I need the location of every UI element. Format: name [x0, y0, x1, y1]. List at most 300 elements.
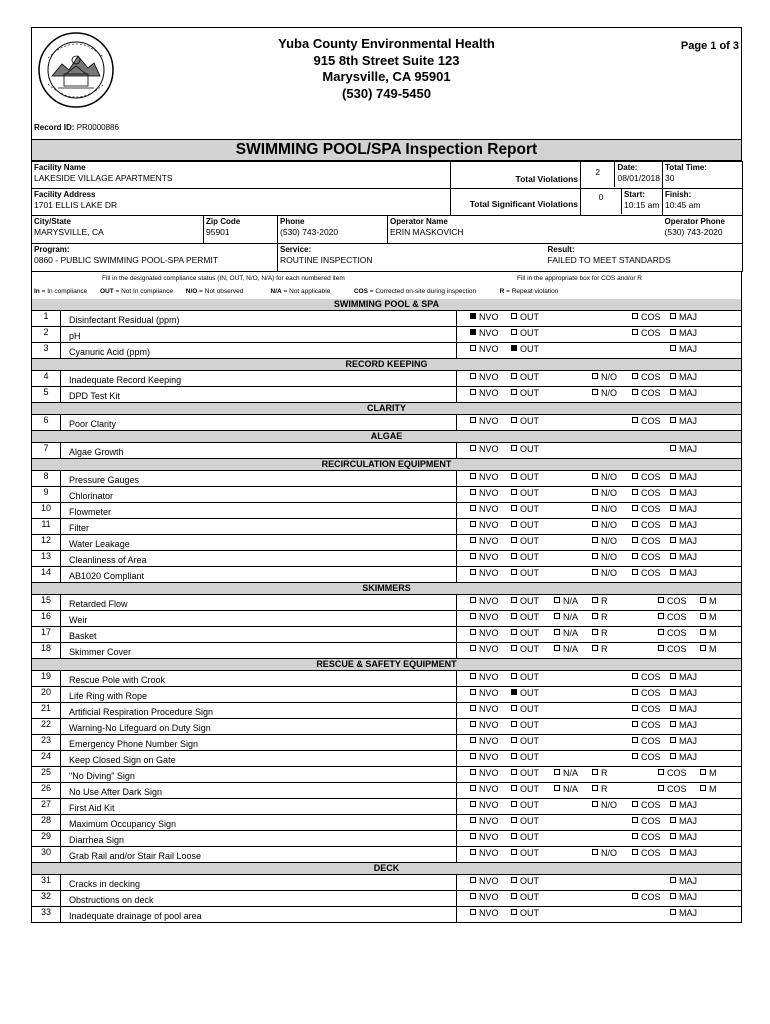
option-maj-checkbox[interactable]	[670, 344, 697, 355]
checkbox-icon	[592, 645, 598, 651]
checkbox-icon	[592, 473, 598, 479]
option-m-checkbox[interactable]	[700, 768, 717, 779]
option-cos-checkbox[interactable]	[632, 388, 661, 399]
item-description: No Use After Dark Sign	[60, 783, 457, 798]
option-no-checkbox[interactable]	[592, 800, 617, 811]
option-na-checkbox[interactable]	[554, 612, 578, 623]
option-maj-checkbox[interactable]	[670, 688, 697, 699]
checkbox-icon	[511, 553, 517, 559]
option-out-checkbox[interactable]	[511, 444, 539, 455]
option-label: MAJ	[679, 328, 697, 338]
option-nvo-checkbox[interactable]	[470, 344, 499, 355]
option-out-checkbox[interactable]	[511, 596, 539, 607]
option-nvo-checkbox[interactable]	[470, 736, 499, 747]
option-r-checkbox[interactable]	[592, 644, 608, 655]
option-label: NVO	[479, 552, 499, 562]
option-label: OUT	[520, 908, 539, 918]
item-options	[458, 487, 741, 502]
option-maj-checkbox[interactable]	[670, 752, 697, 763]
option-label: COS	[641, 372, 661, 382]
option-cos-checkbox[interactable]	[632, 848, 661, 859]
option-na-checkbox[interactable]	[554, 596, 578, 607]
option-out-checkbox[interactable]	[511, 372, 539, 383]
option-nvo-checkbox[interactable]	[470, 612, 499, 623]
operator-phone: (530) 743-2020	[664, 227, 723, 237]
option-out-checkbox[interactable]	[511, 644, 539, 655]
option-label: OUT	[520, 704, 539, 714]
option-nvo-checkbox[interactable]	[470, 372, 499, 383]
option-nvo-checkbox[interactable]	[470, 312, 499, 323]
option-no-checkbox[interactable]	[592, 848, 617, 859]
checkbox-icon	[470, 345, 476, 351]
option-label: OUT	[520, 720, 539, 730]
option-na-checkbox[interactable]	[554, 768, 578, 779]
option-label: OUT	[520, 768, 539, 778]
checkbox-icon	[511, 673, 517, 679]
option-r-checkbox[interactable]	[592, 628, 608, 639]
checkbox-icon	[632, 505, 638, 511]
option-nvo-checkbox[interactable]	[470, 768, 499, 779]
option-nvo-checkbox[interactable]	[470, 552, 499, 563]
option-maj-checkbox[interactable]	[670, 416, 697, 427]
checkbox-icon	[670, 737, 676, 743]
item-description: Life Ring with Rope	[60, 687, 457, 702]
item-options	[458, 471, 741, 486]
checkbox-icon	[632, 801, 638, 807]
option-label: NVO	[479, 876, 499, 886]
option-out-checkbox[interactable]	[511, 800, 539, 811]
option-out-checkbox[interactable]	[511, 672, 539, 683]
option-nvo-checkbox[interactable]	[470, 444, 499, 455]
checkbox-icon	[658, 645, 664, 651]
item-options	[458, 611, 741, 626]
option-label: OUT	[520, 552, 539, 562]
option-no-checkbox[interactable]	[592, 552, 617, 563]
option-cos-checkbox[interactable]	[632, 736, 661, 747]
checkbox-icon	[670, 849, 676, 855]
option-out-checkbox[interactable]	[511, 472, 539, 483]
option-maj-checkbox[interactable]	[670, 892, 697, 903]
option-out-checkbox[interactable]	[511, 628, 539, 639]
checkbox-icon	[470, 629, 476, 635]
option-out-checkbox[interactable]	[511, 416, 539, 427]
checkbox-icon	[511, 877, 517, 883]
section-header: RESCUE & SAFETY EQUIPMENT	[31, 659, 742, 671]
option-maj-checkbox[interactable]	[670, 736, 697, 747]
option-label: COS	[641, 704, 661, 714]
checkbox-icon	[658, 613, 664, 619]
checkbox-icon	[592, 505, 598, 511]
option-maj-checkbox[interactable]	[670, 876, 697, 887]
checkbox-icon	[511, 785, 517, 791]
option-label: NVO	[479, 800, 499, 810]
option-nvo-checkbox[interactable]	[470, 472, 499, 483]
option-out-checkbox[interactable]	[511, 344, 539, 355]
option-out-checkbox[interactable]	[511, 816, 539, 827]
item-number: 8	[43, 471, 49, 481]
item-number: 3	[43, 343, 49, 353]
option-cos-checkbox[interactable]	[632, 816, 661, 827]
option-maj-checkbox[interactable]	[670, 552, 697, 563]
option-cos-checkbox[interactable]	[632, 892, 661, 903]
option-out-checkbox[interactable]	[511, 520, 539, 531]
option-nvo-checkbox[interactable]	[470, 752, 499, 763]
checkbox-icon	[670, 345, 676, 351]
option-nvo-checkbox[interactable]	[470, 784, 499, 795]
option-nvo-checkbox[interactable]	[470, 488, 499, 499]
option-label: NVO	[479, 472, 499, 482]
option-maj-checkbox[interactable]	[670, 672, 697, 683]
option-cos-checkbox[interactable]	[632, 372, 661, 383]
item-number: 19	[40, 671, 51, 681]
option-nvo-checkbox[interactable]	[470, 504, 499, 515]
option-cos-checkbox[interactable]	[632, 552, 661, 563]
option-maj-checkbox[interactable]	[670, 816, 697, 827]
option-nvo-checkbox[interactable]	[470, 800, 499, 811]
option-cos-checkbox[interactable]	[632, 568, 661, 579]
option-label: NVO	[479, 536, 499, 546]
inspection-item-row	[31, 703, 742, 719]
result-label: Result:	[547, 245, 575, 254]
option-out-checkbox[interactable]	[511, 832, 539, 843]
option-nvo-checkbox[interactable]	[470, 328, 499, 339]
option-maj-checkbox[interactable]	[670, 908, 697, 919]
checkbox-icon	[632, 737, 638, 743]
option-label: NVO	[479, 768, 499, 778]
option-label: N/O	[601, 568, 618, 578]
option-label: NVO	[479, 736, 499, 746]
option-label: N/O	[601, 520, 618, 530]
checkbox-icon	[511, 817, 517, 823]
option-m-checkbox[interactable]	[700, 612, 717, 623]
option-maj-checkbox[interactable]	[670, 488, 697, 499]
option-label: MAJ	[679, 720, 697, 730]
option-label: M	[709, 768, 717, 778]
item-options	[458, 443, 741, 458]
option-r-checkbox[interactable]	[592, 784, 608, 795]
option-m-checkbox[interactable]	[700, 644, 717, 655]
checkbox-icon	[632, 537, 638, 543]
option-cos-checkbox[interactable]	[632, 520, 661, 531]
checkbox-icon	[470, 909, 476, 915]
option-label: NVO	[479, 832, 499, 842]
agency-phone: (530) 749-5450	[342, 85, 431, 101]
option-label: OUT	[520, 596, 539, 606]
option-r-checkbox[interactable]	[592, 596, 608, 607]
inspection-item-row	[31, 831, 742, 847]
inspection-item-row	[31, 611, 742, 627]
option-nvo-checkbox[interactable]	[470, 848, 499, 859]
option-cos-checkbox[interactable]	[632, 536, 661, 547]
option-na-checkbox[interactable]	[554, 628, 578, 639]
item-description: Weir	[60, 611, 457, 626]
option-out-checkbox[interactable]	[511, 568, 539, 579]
checkbox-icon	[632, 705, 638, 711]
checkbox-icon	[470, 721, 476, 727]
option-label: MAJ	[679, 908, 697, 918]
option-cos-checkbox[interactable]	[632, 800, 661, 811]
item-options	[458, 751, 741, 766]
option-out-checkbox[interactable]	[511, 612, 539, 623]
inspection-item-row	[31, 519, 742, 535]
option-maj-checkbox[interactable]	[670, 444, 697, 455]
option-cos-checkbox[interactable]	[632, 688, 661, 699]
checkbox-icon	[470, 445, 476, 451]
option-nvo-checkbox[interactable]	[470, 816, 499, 827]
item-description: Inadequate Record Keeping	[60, 371, 457, 386]
item-options	[458, 415, 741, 430]
checkbox-icon	[470, 801, 476, 807]
option-maj-checkbox[interactable]	[670, 832, 697, 843]
option-cos-checkbox[interactable]	[632, 832, 661, 843]
record-id-value: PR0000886	[76, 123, 119, 132]
option-no-checkbox[interactable]	[592, 568, 617, 579]
option-out-checkbox[interactable]	[511, 908, 539, 919]
option-maj-checkbox[interactable]	[670, 520, 697, 531]
option-out-checkbox[interactable]	[511, 488, 539, 499]
option-label: N/A	[563, 596, 579, 606]
item-description: Flowmeter	[60, 503, 457, 518]
option-label: R	[601, 768, 608, 778]
option-maj-checkbox[interactable]	[670, 800, 697, 811]
option-out-checkbox[interactable]	[511, 876, 539, 887]
option-no-checkbox[interactable]	[592, 388, 617, 399]
item-number: 22	[40, 719, 51, 729]
city-label: City/State	[34, 217, 71, 226]
item-options	[458, 643, 741, 658]
checkbox-icon	[592, 521, 598, 527]
option-m-checkbox[interactable]	[700, 628, 717, 639]
option-label: COS	[641, 816, 661, 826]
finish-label: Finish:	[665, 190, 692, 199]
option-label: NVO	[479, 416, 499, 426]
option-maj-checkbox[interactable]	[670, 536, 697, 547]
option-label: COS	[641, 488, 661, 498]
option-maj-checkbox[interactable]	[670, 472, 697, 483]
option-label: NVO	[479, 720, 499, 730]
checkbox-icon	[632, 849, 638, 855]
option-label: NVO	[479, 328, 499, 338]
checkbox-icon	[554, 785, 560, 791]
option-label: COS	[641, 552, 661, 562]
option-label: MAJ	[679, 504, 697, 514]
item-number: 4	[43, 371, 49, 381]
item-description: Poor Clarity	[60, 415, 457, 430]
option-maj-checkbox[interactable]	[670, 328, 697, 339]
option-label: OUT	[520, 328, 539, 338]
option-nvo-checkbox[interactable]	[470, 720, 499, 731]
option-maj-checkbox[interactable]	[670, 704, 697, 715]
sig-violations-label: Total Significant Violations	[469, 199, 579, 209]
option-cos-checkbox[interactable]	[632, 312, 661, 323]
option-out-checkbox[interactable]	[511, 736, 539, 747]
option-out-checkbox[interactable]	[511, 328, 539, 339]
option-label: OUT	[520, 504, 539, 514]
option-nvo-checkbox[interactable]	[470, 388, 499, 399]
option-cos-checkbox[interactable]	[632, 704, 661, 715]
legend	[31, 272, 742, 299]
option-cos-checkbox[interactable]	[658, 628, 687, 639]
inspection-report-page	[31, 27, 742, 923]
checkbox-icon	[658, 769, 664, 775]
option-nvo-checkbox[interactable]	[470, 876, 499, 887]
option-label: N/A	[563, 628, 579, 638]
checkbox-icon	[511, 597, 517, 603]
inspection-item-row	[31, 687, 742, 703]
option-cos-checkbox[interactable]	[632, 752, 661, 763]
inspection-item-row	[31, 415, 742, 431]
checkbox-icon	[511, 849, 517, 855]
inspection-item-row	[31, 371, 742, 387]
checkbox-icon	[632, 553, 638, 559]
option-nvo-checkbox[interactable]	[470, 568, 499, 579]
option-out-checkbox[interactable]	[511, 688, 539, 699]
option-label: MAJ	[679, 816, 697, 826]
checkbox-icon	[670, 445, 676, 451]
checkbox-icon	[632, 473, 638, 479]
option-cos-checkbox[interactable]	[632, 504, 661, 515]
option-maj-checkbox[interactable]	[670, 372, 697, 383]
item-number: 24	[40, 751, 51, 761]
checkbox-icon	[592, 373, 598, 379]
item-number: 20	[40, 687, 51, 697]
item-options	[458, 703, 741, 718]
option-nvo-checkbox[interactable]	[470, 628, 499, 639]
option-maj-checkbox[interactable]	[670, 568, 697, 579]
option-maj-checkbox[interactable]	[670, 848, 697, 859]
option-nvo-checkbox[interactable]	[470, 704, 499, 715]
option-maj-checkbox[interactable]	[670, 720, 697, 731]
option-nvo-checkbox[interactable]	[470, 644, 499, 655]
option-out-checkbox[interactable]	[511, 892, 539, 903]
option-maj-checkbox[interactable]	[670, 388, 697, 399]
item-description: Basket	[60, 627, 457, 642]
option-cos-checkbox[interactable]	[632, 720, 661, 731]
checkbox-icon	[511, 521, 517, 527]
option-label: R	[601, 628, 608, 638]
option-no-checkbox[interactable]	[592, 504, 617, 515]
option-cos-checkbox[interactable]	[632, 488, 661, 499]
checkbox-icon	[470, 673, 476, 679]
option-out-checkbox[interactable]	[511, 848, 539, 859]
option-nvo-checkbox[interactable]	[470, 892, 499, 903]
checkbox-icon	[592, 769, 598, 775]
record-id-label: Record ID:	[34, 123, 75, 132]
option-no-checkbox[interactable]	[592, 372, 617, 383]
option-na-checkbox[interactable]	[554, 784, 578, 795]
option-nvo-checkbox[interactable]	[470, 596, 499, 607]
option-label: COS	[641, 520, 661, 530]
option-cos-checkbox[interactable]	[632, 328, 661, 339]
option-cos-checkbox[interactable]	[632, 672, 661, 683]
option-m-checkbox[interactable]	[700, 784, 717, 795]
option-cos-checkbox[interactable]	[658, 612, 687, 623]
agency-block	[32, 36, 741, 102]
checkbox-icon	[511, 613, 517, 619]
option-cos-checkbox[interactable]	[632, 416, 661, 427]
checkbox-icon	[554, 769, 560, 775]
option-no-checkbox[interactable]	[592, 536, 617, 547]
option-nvo-checkbox[interactable]	[470, 672, 499, 683]
option-no-checkbox[interactable]	[592, 488, 617, 499]
option-no-checkbox[interactable]	[592, 520, 617, 531]
checkbox-icon	[670, 313, 676, 319]
option-label: OUT	[520, 488, 539, 498]
option-nvo-checkbox[interactable]	[470, 832, 499, 843]
option-maj-checkbox[interactable]	[670, 312, 697, 323]
option-label: NVO	[479, 644, 499, 654]
option-label: OUT	[520, 688, 539, 698]
option-cos-checkbox[interactable]	[658, 768, 687, 779]
option-maj-checkbox[interactable]	[670, 504, 697, 515]
option-nvo-checkbox[interactable]	[470, 536, 499, 547]
checkbox-icon	[592, 597, 598, 603]
checkbox-icon	[470, 521, 476, 527]
option-out-checkbox[interactable]	[511, 536, 539, 547]
option-r-checkbox[interactable]	[592, 612, 608, 623]
item-options	[458, 503, 741, 518]
option-cos-checkbox[interactable]	[632, 472, 661, 483]
option-nvo-checkbox[interactable]	[470, 416, 499, 427]
item-options	[458, 875, 741, 890]
item-description: Keep Closed Sign on Gate	[60, 751, 457, 766]
section-header: RECORD KEEPING	[31, 359, 742, 371]
option-out-checkbox[interactable]	[511, 388, 539, 399]
option-out-checkbox[interactable]	[511, 768, 539, 779]
checkbox-icon	[658, 597, 664, 603]
option-label: N/O	[601, 848, 618, 858]
option-out-checkbox[interactable]	[511, 752, 539, 763]
option-cos-checkbox[interactable]	[658, 644, 687, 655]
item-number: 10	[40, 503, 51, 513]
option-nvo-checkbox[interactable]	[470, 908, 499, 919]
checkbox-icon	[632, 389, 638, 395]
option-no-checkbox[interactable]	[592, 472, 617, 483]
checkbox-icon	[470, 389, 476, 395]
option-out-checkbox[interactable]	[511, 504, 539, 515]
option-out-checkbox[interactable]	[511, 704, 539, 715]
option-nvo-checkbox[interactable]	[470, 520, 499, 531]
option-label: MAJ	[679, 892, 697, 902]
option-label: COS	[641, 416, 661, 426]
option-out-checkbox[interactable]	[511, 312, 539, 323]
option-m-checkbox[interactable]	[700, 596, 717, 607]
option-out-checkbox[interactable]	[511, 720, 539, 731]
option-nvo-checkbox[interactable]	[470, 688, 499, 699]
checkbox-icon	[470, 705, 476, 711]
agency-city: Marysville, CA 95901	[322, 69, 451, 84]
option-label: OUT	[520, 644, 539, 654]
option-cos-checkbox[interactable]	[658, 784, 687, 795]
checkbox-icon	[670, 893, 676, 899]
option-out-checkbox[interactable]	[511, 552, 539, 563]
option-cos-checkbox[interactable]	[658, 596, 687, 607]
item-number: 11	[41, 519, 51, 529]
option-label: OUT	[520, 892, 539, 902]
option-label: N/O	[601, 504, 618, 514]
option-label: OUT	[520, 472, 539, 482]
option-out-checkbox[interactable]	[511, 784, 539, 795]
option-label: NVO	[479, 672, 499, 682]
checkbox-icon	[592, 489, 598, 495]
option-na-checkbox[interactable]	[554, 644, 578, 655]
item-description: Rescue Pole with Crook	[60, 671, 457, 686]
option-label: NVO	[479, 388, 499, 398]
item-description: First Aid Kit	[60, 799, 457, 814]
option-r-checkbox[interactable]	[592, 768, 608, 779]
checkbox-icon	[658, 629, 664, 635]
checkbox-icon	[470, 417, 476, 423]
